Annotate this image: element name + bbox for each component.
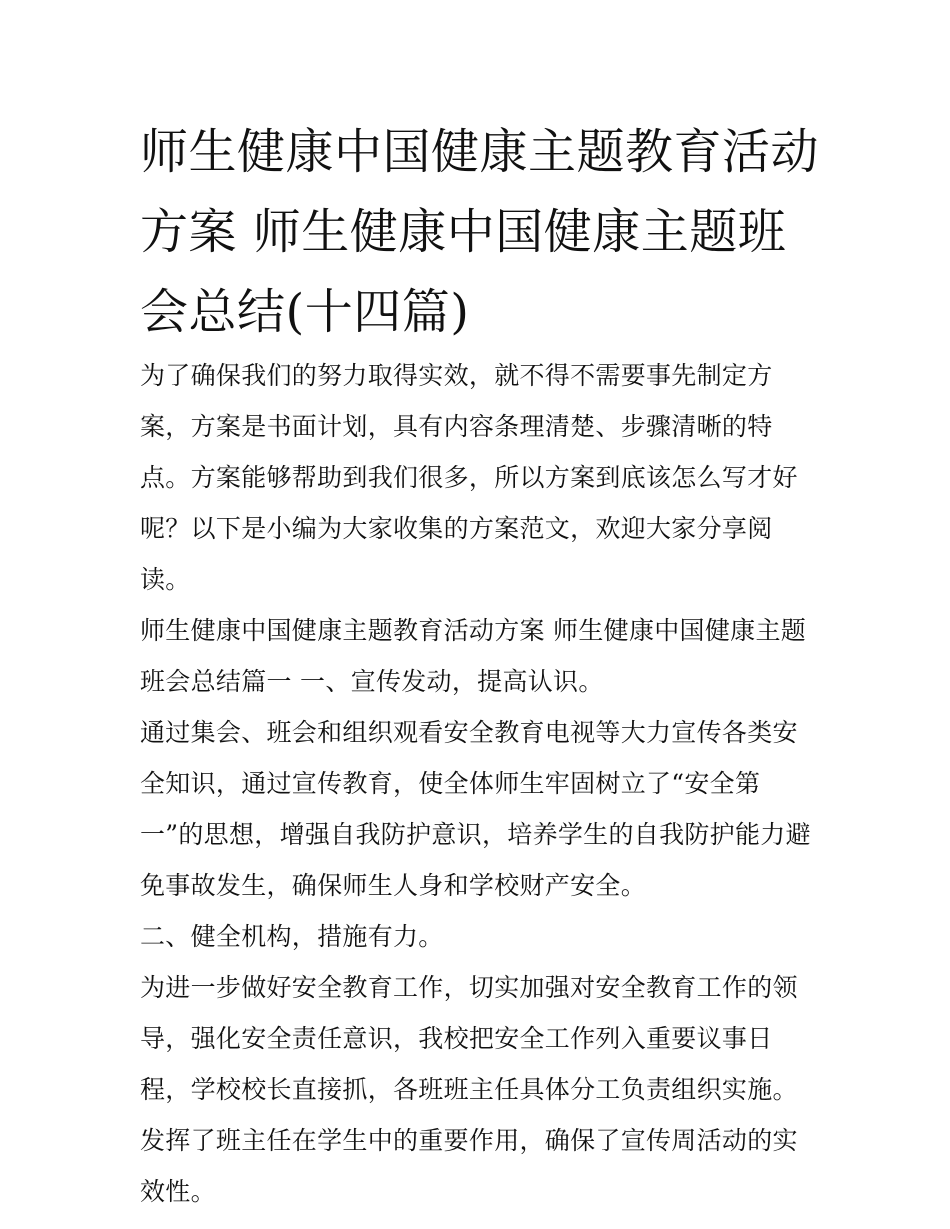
paragraph-section-two-heading: 二、健全机构，措施有力。 <box>140 922 444 951</box>
paragraph-intro: 为了确保我们的努力取得实效，就不得不需要事先制定方案，方案是书面计划，具有内容条理清楚、步骤清晰的特点。方案能够帮助到我们很多，所以方案到底该怎么写才好呢？以下是小编为大家收集的方案范文，欢迎大家分享阅读。 <box>140 361 798 594</box>
paragraph-section-two-body: 为进一步做好安全教育工作，切实加强对安全教育工作的领导，强化安全责任意识，我校把安全工作列入重要议事日程，学校校长直接抓，各班班主任具体分工负责组织实施。发挥了班主任在学生中的重要作用，确保了宣传周活动的实效性。 <box>140 973 798 1206</box>
paragraph-section-one-body: 通过集会、班会和组织观看安全教育电视等大力宣传各类安全知识，通过宣传教育，使全体师生牢固树立了“安全第一”的思想，增强自我防护意识，培养学生的自我防护能力避免事故发生，确保师生人身和学校财产安全。 <box>140 718 811 900</box>
document-body <box>140 350 820 1217</box>
paragraph-section-one-heading: 师生健康中国健康主题教育活动方案 师生健康中国健康主题班会总结篇一 一、宣传发动，提高认识。 <box>140 616 807 696</box>
document-title: 师生健康中国健康主题教育活动方案 师生健康中国健康主题班会总结(十四篇) <box>140 124 820 340</box>
